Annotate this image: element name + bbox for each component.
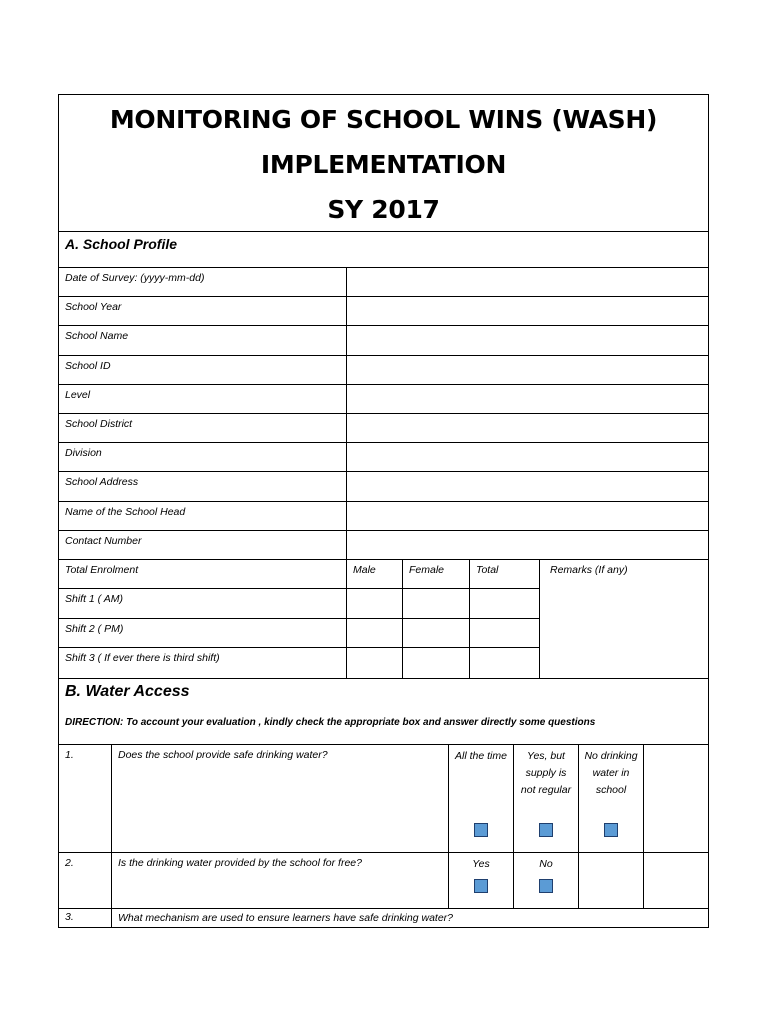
profile-fields bbox=[59, 268, 708, 560]
checkbox[interactable] bbox=[539, 823, 553, 837]
field-input[interactable] bbox=[347, 326, 708, 354]
question-text: What mechanism are used to ensure learners have safe drinking water? bbox=[118, 911, 454, 924]
shift-label: Shift 1 ( AM) bbox=[59, 589, 347, 618]
field-row bbox=[59, 443, 708, 472]
field-input[interactable] bbox=[347, 472, 708, 500]
title-line-3: SY 2017 bbox=[327, 195, 440, 224]
option-supply-not-regular bbox=[514, 745, 579, 852]
section-school-profile: A. School Profile bbox=[59, 232, 708, 268]
option-no bbox=[514, 853, 579, 908]
field-label: School Year bbox=[59, 297, 347, 325]
field-input[interactable] bbox=[347, 502, 708, 530]
field-label: School Address bbox=[59, 472, 347, 500]
field-row bbox=[59, 385, 708, 414]
field-input[interactable] bbox=[347, 385, 708, 413]
field-input[interactable] bbox=[347, 356, 708, 384]
enrolment-table bbox=[59, 560, 708, 679]
field-label: Date of Survey: (yyyy-mm-dd) bbox=[59, 268, 347, 296]
total-input[interactable] bbox=[470, 648, 539, 678]
option-all-the-time bbox=[449, 745, 514, 852]
survey-form bbox=[58, 94, 709, 928]
field-label: School ID bbox=[59, 356, 347, 384]
question-row-1 bbox=[59, 745, 708, 853]
option-no-drinking-water bbox=[579, 745, 644, 852]
field-input[interactable] bbox=[347, 443, 708, 471]
enrolment-header-row bbox=[59, 560, 539, 590]
question-text: Is the drinking water provided by the school for free? bbox=[112, 853, 449, 908]
question-text: Does the school provide safe drinking water? bbox=[112, 745, 449, 852]
enrolment-grid bbox=[59, 560, 540, 678]
male-input[interactable] bbox=[347, 619, 403, 648]
field-row bbox=[59, 502, 708, 531]
option-label: No drinking water in school bbox=[584, 749, 638, 796]
direction-text: DIRECTION: To account your evaluation , kindly check the appropriate box and answer directly some questions bbox=[65, 716, 596, 728]
female-input[interactable] bbox=[403, 589, 470, 618]
field-input[interactable] bbox=[347, 297, 708, 325]
field-row bbox=[59, 414, 708, 443]
field-row bbox=[59, 472, 708, 501]
remarks-field[interactable] bbox=[540, 560, 708, 678]
field-row bbox=[59, 326, 708, 355]
option-label: Yes, but supply is not regular bbox=[520, 749, 572, 796]
title-line-2: IMPLEMENTATION bbox=[260, 150, 507, 179]
female-input[interactable] bbox=[403, 619, 470, 648]
answer-cell bbox=[644, 853, 708, 908]
question-number: 1. bbox=[59, 745, 112, 852]
checkbox[interactable] bbox=[474, 823, 488, 837]
field-label: Contact Number bbox=[59, 531, 347, 559]
total-input[interactable] bbox=[470, 619, 539, 648]
shift-label: Shift 3 ( If ever there is third shift) bbox=[59, 648, 347, 678]
total-input[interactable] bbox=[470, 589, 539, 618]
field-label: School Name bbox=[59, 326, 347, 354]
male-input[interactable] bbox=[347, 589, 403, 618]
shift-row bbox=[59, 648, 539, 678]
question-row-2 bbox=[59, 853, 708, 909]
form-title bbox=[59, 95, 708, 232]
male-header: Male bbox=[347, 560, 403, 589]
field-row bbox=[59, 297, 708, 326]
empty-option-cell bbox=[579, 853, 644, 908]
section-water-access bbox=[59, 679, 708, 745]
female-input[interactable] bbox=[403, 648, 470, 678]
question-number: 3. bbox=[59, 909, 112, 927]
field-input[interactable] bbox=[347, 414, 708, 442]
shift-row bbox=[59, 589, 539, 619]
field-label: Name of the School Head bbox=[59, 502, 347, 530]
checkbox[interactable] bbox=[604, 823, 618, 837]
shift-row bbox=[59, 619, 539, 649]
field-label: Level bbox=[59, 385, 347, 413]
answer-cell bbox=[644, 745, 708, 852]
option-label: Yes bbox=[472, 857, 490, 870]
question-number: 2. bbox=[59, 853, 112, 908]
option-label: No bbox=[539, 857, 553, 870]
option-label: All the time bbox=[455, 749, 507, 762]
remarks-label: Remarks (If any) bbox=[550, 563, 628, 576]
title-line-1: MONITORING OF SCHOOL WINS (WASH) bbox=[109, 105, 658, 134]
field-label: Division bbox=[59, 443, 347, 471]
water-access-heading: B. Water Access bbox=[65, 682, 190, 700]
field-row bbox=[59, 268, 708, 297]
field-input[interactable] bbox=[347, 531, 708, 559]
checkbox[interactable] bbox=[539, 879, 553, 893]
question-row-3 bbox=[59, 909, 708, 927]
total-header: Total bbox=[476, 563, 499, 576]
checkbox[interactable] bbox=[474, 879, 488, 893]
female-header: Female bbox=[403, 560, 470, 589]
field-row bbox=[59, 531, 708, 560]
male-input[interactable] bbox=[347, 648, 403, 678]
field-row bbox=[59, 356, 708, 385]
field-label: School District bbox=[59, 414, 347, 442]
enrolment-label: Total Enrolment bbox=[59, 560, 347, 589]
field-input[interactable] bbox=[347, 268, 708, 296]
shift-label: Shift 2 ( PM) bbox=[59, 619, 347, 648]
option-yes bbox=[449, 853, 514, 908]
